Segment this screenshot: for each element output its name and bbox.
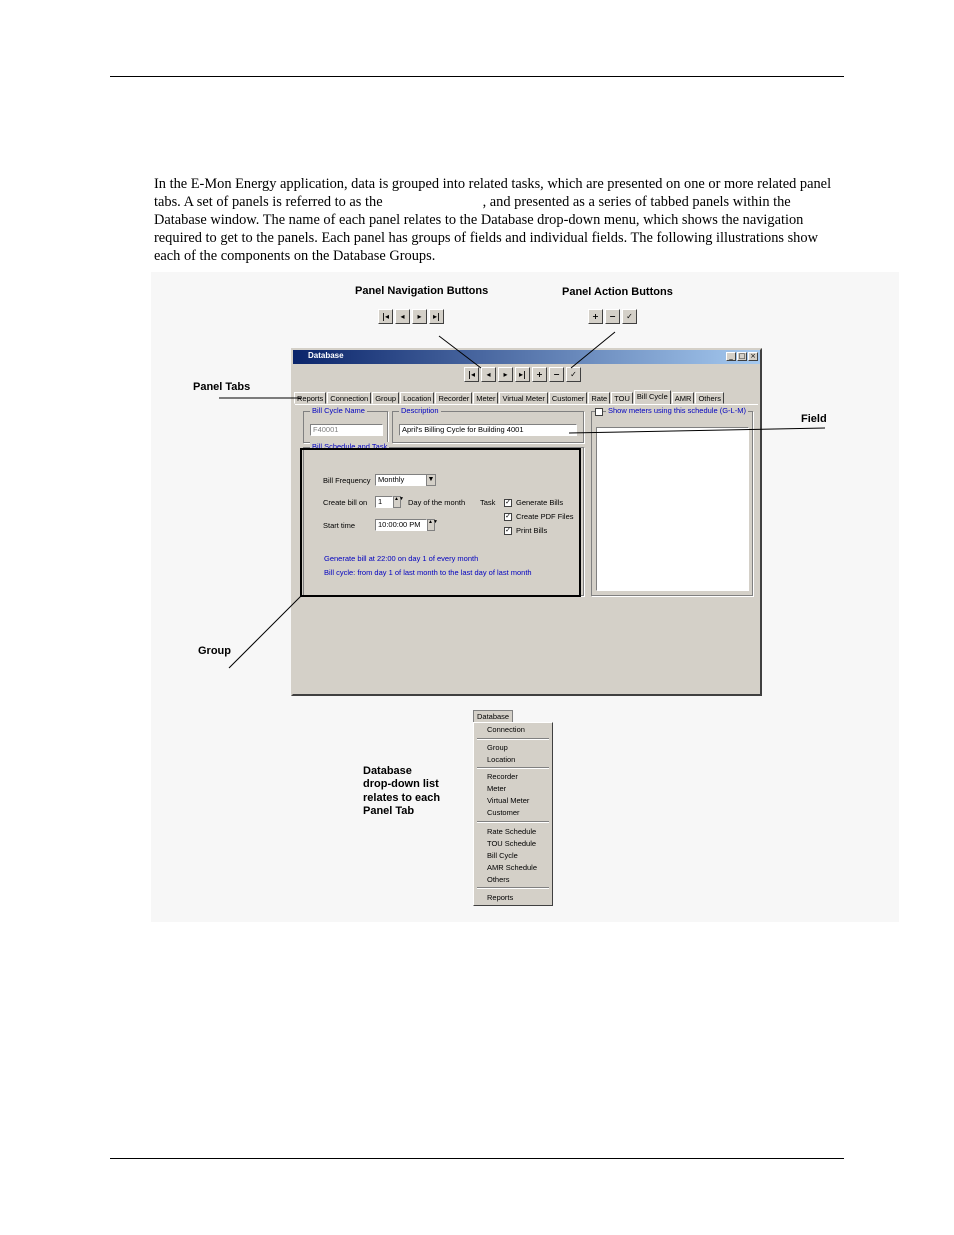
schedule-summary-line1: Generate bill at 22:00 on day 1 of every month: [324, 554, 479, 563]
group-highlight-box: [301, 449, 580, 596]
maximize-icon[interactable]: □: [738, 352, 746, 360]
tab-tou[interactable]: TOU: [611, 392, 633, 404]
callout-panel-tabs: Panel Tabs: [193, 381, 251, 393]
callout-dropdown-line4: Panel Tab: [363, 805, 415, 817]
first-record-icon: |◂: [378, 309, 393, 324]
menu-item-rate-schedule[interactable]: Rate Schedule: [487, 827, 537, 836]
nav-callout-leader: [439, 336, 481, 368]
annotation-overlay: [151, 272, 899, 922]
last-record-icon: ▸|: [429, 309, 444, 324]
first-record-icon[interactable]: |◂: [464, 367, 479, 382]
action-callout-leader: [571, 332, 615, 368]
task-label: Task: [480, 498, 496, 507]
intro-text-rest: , and presented as a series of tabbed panels within the Database window. The name of each panel relates to the Database drop-down menu, which shows the navigation required to get to the panels. Each panel has groups of fields and individual fields. The following illustrations show each of the components on the Database Groups.: [154, 194, 818, 264]
header-rule: [110, 76, 844, 77]
previous-record-icon: ◂: [395, 309, 410, 324]
delete-icon[interactable]: −: [549, 367, 564, 382]
start-time-field[interactable]: 10:00:00 PM: [375, 519, 427, 531]
description-label: Description: [401, 406, 439, 415]
start-time-label: Start time: [323, 521, 356, 530]
show-meters-label: Show meters using this schedule (G-L-M): [608, 406, 746, 415]
tab-location[interactable]: Location: [400, 392, 434, 404]
tab-bill-cycle[interactable]: Bill Cycle: [634, 390, 671, 405]
next-record-icon[interactable]: ▸: [498, 367, 513, 382]
last-record-icon[interactable]: ▸|: [515, 367, 530, 382]
add-icon: +: [588, 309, 603, 324]
menu-item-others[interactable]: Others: [487, 875, 510, 884]
tab-others[interactable]: Others: [695, 392, 724, 404]
callout-group: Group: [198, 645, 231, 657]
callout-panel-navigation-buttons: Panel Navigation Buttons: [355, 285, 489, 297]
previous-record-icon[interactable]: ◂: [481, 367, 496, 382]
tab-customer[interactable]: Customer: [549, 392, 588, 404]
menu-item-customer[interactable]: Customer: [487, 808, 520, 817]
bill-frequency-select[interactable]: Monthly: [375, 474, 436, 486]
bill-cycle-name-field[interactable]: F40001: [310, 424, 383, 436]
minimize-icon[interactable]: _: [726, 352, 736, 361]
add-icon[interactable]: +: [532, 367, 547, 382]
generate-bills-checkbox[interactable]: ✓: [505, 499, 511, 506]
description-field[interactable]: April's Billing Cycle for Building 4001: [399, 424, 577, 436]
intro-paragraph: [154, 175, 844, 265]
window-title: Database: [308, 351, 344, 360]
confirm-icon[interactable]: ✓: [566, 367, 581, 382]
delete-icon: −: [605, 309, 620, 324]
create-pdf-checkbox[interactable]: ✓: [505, 513, 511, 520]
tab-reports[interactable]: Reports: [294, 392, 326, 404]
menu-item-group[interactable]: Group: [487, 743, 508, 752]
generate-bills-label: Generate Bills: [516, 498, 564, 507]
intro-text: In the E-Mon Energy application, data is grouped into related tasks, which are presented on one or more related panel tabs. A set of panels is referred to as the: [154, 176, 832, 210]
tab-amr[interactable]: AMR: [672, 392, 695, 404]
tab-virtual-meter[interactable]: Virtual Meter: [499, 392, 547, 404]
schedule-summary-line2: Bill cycle: from day 1 of last month to the last day of last month: [324, 568, 532, 577]
field-callout-leader: [569, 428, 825, 433]
bill-frequency-label: Bill Frequency: [323, 476, 371, 485]
create-pdf-label: Create PDF Files: [516, 512, 574, 521]
callout-dropdown-line1: Database: [363, 765, 412, 777]
database-figure: [151, 272, 899, 922]
callout-dropdown-line2: drop-down list: [363, 778, 439, 790]
confirm-icon: ✓: [622, 309, 637, 324]
day-spinner-icon[interactable]: ▲▼: [393, 496, 401, 508]
print-bills-checkbox[interactable]: ✓: [505, 527, 511, 534]
callout-panel-action-buttons: Panel Action Buttons: [562, 286, 673, 298]
print-bills-label: Print Bills: [516, 526, 548, 535]
bill-schedule-title: Bill Schedule and Task: [312, 442, 388, 451]
database-menu-header[interactable]: Database: [473, 710, 513, 723]
create-bill-on-label: Create bill on: [323, 498, 368, 507]
tab-group[interactable]: Group: [372, 392, 399, 404]
menu-item-amr-schedule[interactable]: AMR Schedule: [487, 863, 538, 872]
chevron-down-icon: ▼: [426, 474, 436, 486]
tab-recorder[interactable]: Recorder: [435, 392, 472, 404]
footer-rule: [110, 1158, 844, 1159]
day-of-month-label: Day of the month: [408, 498, 466, 507]
menu-item-meter[interactable]: Meter: [487, 784, 507, 793]
next-record-icon: ▸: [412, 309, 427, 324]
tab-rate[interactable]: Rate: [588, 392, 610, 404]
menu-item-virtual-meter[interactable]: Virtual Meter: [487, 796, 530, 805]
group-callout-leader: [229, 596, 301, 668]
menu-item-connection[interactable]: Connection: [487, 725, 525, 734]
menu-item-recorder[interactable]: Recorder: [487, 772, 518, 781]
callout-dropdown-line3: relates to each: [363, 792, 441, 804]
bill-cycle-name-label: Bill Cycle Name: [312, 406, 365, 415]
menu-item-bill-cycle[interactable]: Bill Cycle: [487, 851, 518, 860]
tab-meter[interactable]: Meter: [473, 392, 498, 404]
time-spinner-icon[interactable]: ▲▼: [427, 519, 435, 531]
tab-connection[interactable]: Connection: [327, 392, 371, 404]
callout-field: Field: [801, 413, 827, 425]
menu-item-reports[interactable]: Reports: [487, 893, 514, 902]
menu-item-tou-schedule[interactable]: TOU Schedule: [487, 839, 537, 848]
close-icon[interactable]: ×: [748, 352, 758, 361]
menu-item-location[interactable]: Location: [487, 755, 516, 764]
create-bill-on-field[interactable]: 1: [375, 496, 393, 508]
